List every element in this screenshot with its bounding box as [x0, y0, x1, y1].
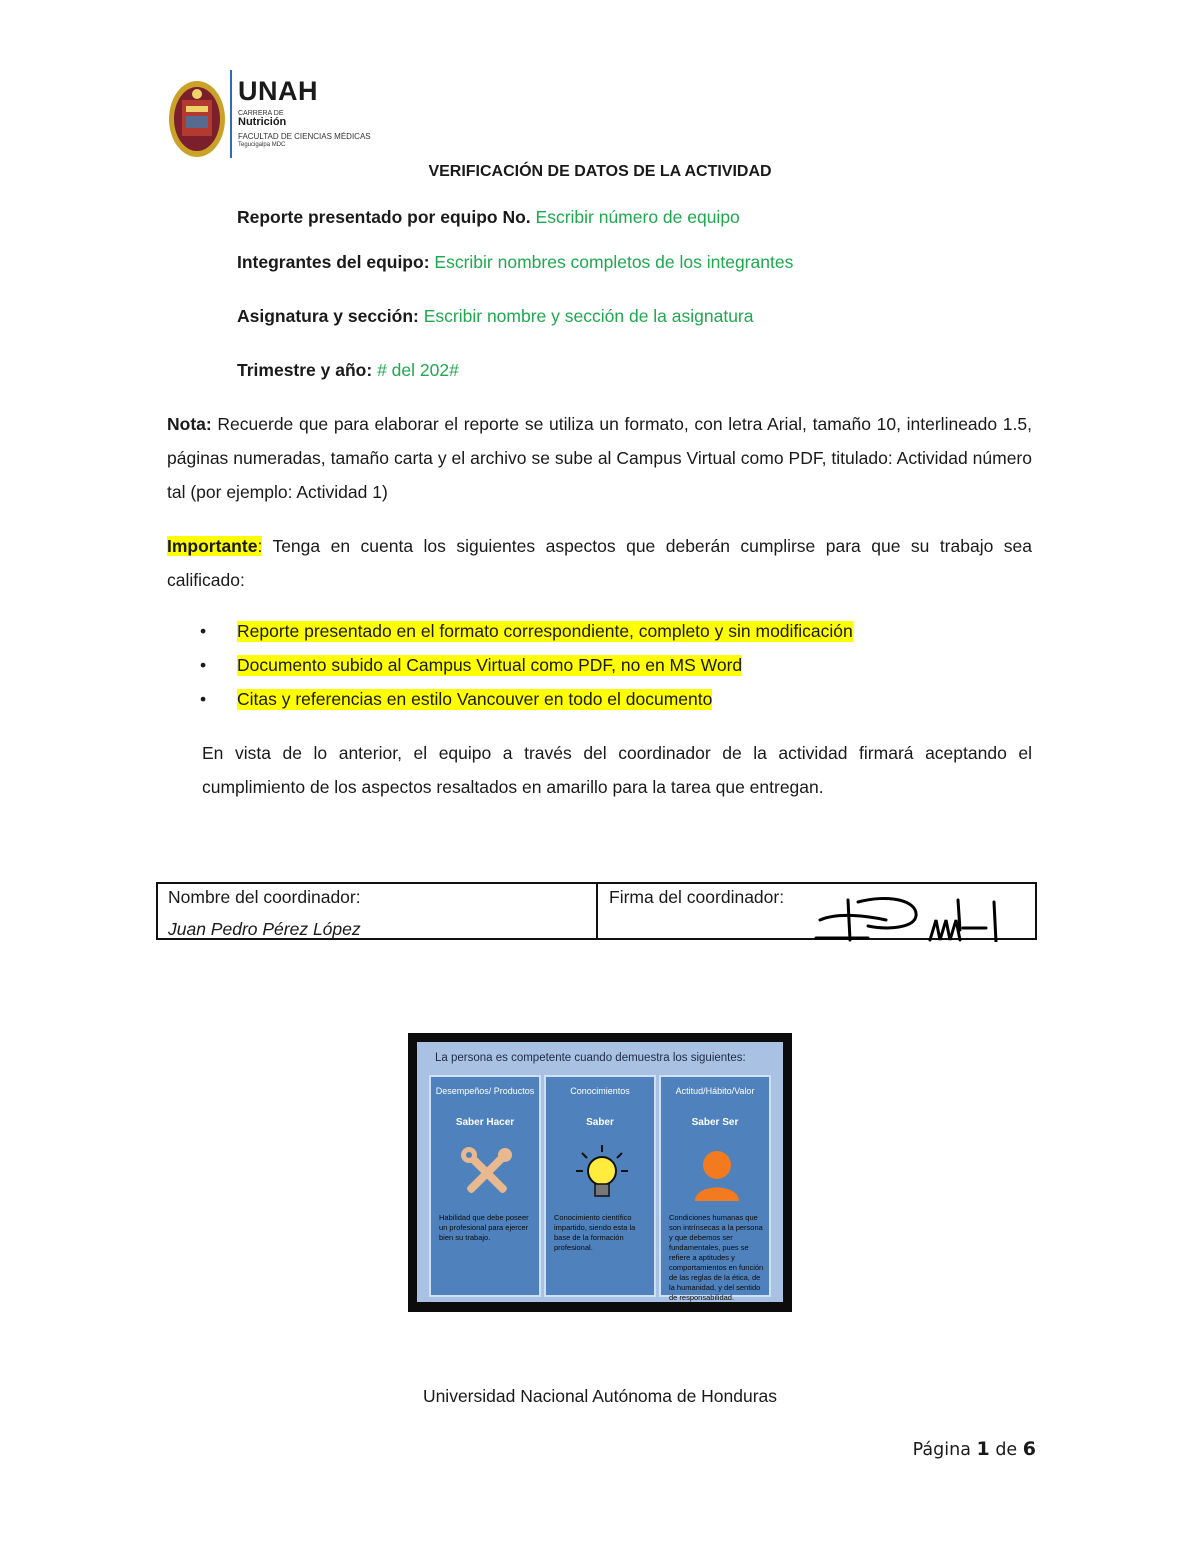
- list-item-text: Citas y referencias en estilo Vancouver en todo el documento: [237, 689, 713, 709]
- field-trimestre: [237, 360, 459, 381]
- page-current: 1: [976, 1438, 990, 1460]
- column-description: Habilidad que debe poseer un profesional para ejercer bien su trabajo.: [439, 1213, 529, 1242]
- nota-label: Nota:: [167, 414, 212, 434]
- field-placeholder: Escribir número de equipo: [535, 207, 740, 227]
- logo-divider: [230, 70, 232, 158]
- list-item-text: Reporte presentado en el formato correspondiente, completo y sin modificación: [237, 621, 853, 641]
- field-placeholder: # del 202#: [377, 360, 459, 380]
- field-label: Reporte presentado por equipo No.: [237, 207, 531, 227]
- nota-paragraph: [167, 407, 1032, 509]
- field-equipo: [237, 207, 740, 228]
- coordinator-name: Juan Pedro Pérez López: [168, 919, 361, 939]
- importante-colon: :: [257, 536, 263, 556]
- person-icon: [687, 1143, 747, 1203]
- bullet-icon: •: [200, 621, 207, 641]
- infographic-panel: [417, 1042, 783, 1302]
- page-number: [700, 1438, 1036, 1460]
- university-seal-icon: [168, 78, 226, 160]
- field-integrantes: [237, 252, 793, 273]
- competency-infographic: [408, 1033, 792, 1312]
- column-subtitle: Saber: [586, 1117, 614, 1128]
- logo-city: Tegucigalpa MDC: [238, 142, 286, 148]
- nota-text: Recuerde que para elaborar el reporte se utiliza un formato, con letra Arial, tamaño 10, interlineado 1.5, páginas numeradas, tamaño carta y el archivo se sube al Campus Virtual como PDF, titulado: Actividad número tal (por ejemplo: Actividad 1): [167, 414, 1032, 502]
- bullet-icon: •: [200, 655, 207, 675]
- acceptance-paragraph: En vista de lo anterior, el equipo a través del coordinador de la actividad firmará aceptando el cumplimiento de los aspectos resaltados en amarillo para la tarea que entregan.: [202, 743, 1032, 797]
- competency-column-saber-ser: [659, 1075, 771, 1302]
- coordinator-signature-label: Firma del coordinador:: [609, 887, 785, 907]
- lightbulb-icon: [572, 1143, 632, 1203]
- field-label: Asignatura y sección:: [237, 306, 419, 326]
- competency-column-saber: [544, 1075, 656, 1297]
- document-title: VERIFICACIÓN DE DATOS DE LA ACTIVIDAD: [428, 163, 772, 180]
- field-label: Trimestre y año:: [237, 360, 373, 380]
- competency-column-saber-hacer: [429, 1075, 541, 1297]
- page-sep: de: [995, 1440, 1018, 1460]
- logo-facultad: FACULTAD DE CIENCIAS MÉDICAS: [238, 132, 371, 141]
- table-divider: [596, 884, 598, 940]
- field-placeholder: Escribir nombres completos de los integrantes: [434, 252, 794, 272]
- field-label: Integrantes del equipo:: [237, 252, 430, 272]
- tools-icon: [457, 1143, 517, 1203]
- page-prefix: Página: [912, 1440, 971, 1460]
- importante-text: Tenga en cuenta los siguientes aspectos que deberán cumplirse para que su trabajo sea calificado:: [167, 536, 1032, 590]
- infographic-heading: La persona es competente cuando demuestra los siguientes:: [435, 1052, 746, 1064]
- bullet-icon: •: [200, 689, 207, 709]
- column-title: Conocimientos: [570, 1086, 630, 1096]
- column-subtitle: Saber Hacer: [455, 1117, 515, 1128]
- column-title: Desempeños/ Productos: [435, 1086, 535, 1096]
- unah-logo: [168, 70, 373, 162]
- logo-nutricion: Nutrición: [238, 116, 287, 128]
- logo-carrera: CARRERA DE: [238, 110, 284, 117]
- coordinator-name-label: Nombre del coordinador:: [168, 887, 361, 907]
- importante-paragraph: [167, 529, 1032, 597]
- column-subtitle: Saber Ser: [691, 1117, 739, 1128]
- page-footer: Universidad Nacional Autónoma de Honduras: [422, 1386, 778, 1406]
- field-asignatura: [237, 306, 754, 327]
- list-item-text: Documento subido al Campus Virtual como PDF, no en MS Word: [237, 655, 743, 675]
- column-description: Conocimiento científico impartido, siendo esta la base de la formación profesional.: [554, 1213, 636, 1252]
- handwritten-signature: [808, 890, 1038, 942]
- column-description: Condiciones humanas que son intrínsecas a la persona y que debemos ser fundamentales, pues se refiere a aptitudes y comportamientos en función de las reglas de la ética, de la humanidad, y del sentido de responsabilidad.: [669, 1213, 764, 1302]
- column-title: Actitud/Hábito/Valor: [675, 1086, 755, 1096]
- page-total: 6: [1022, 1438, 1036, 1460]
- signature-table: [156, 882, 1037, 940]
- importante-label: Importante: [167, 536, 258, 556]
- logo-title: UNAH: [238, 76, 318, 106]
- field-placeholder: Escribir nombre y sección de la asignatura: [423, 306, 754, 326]
